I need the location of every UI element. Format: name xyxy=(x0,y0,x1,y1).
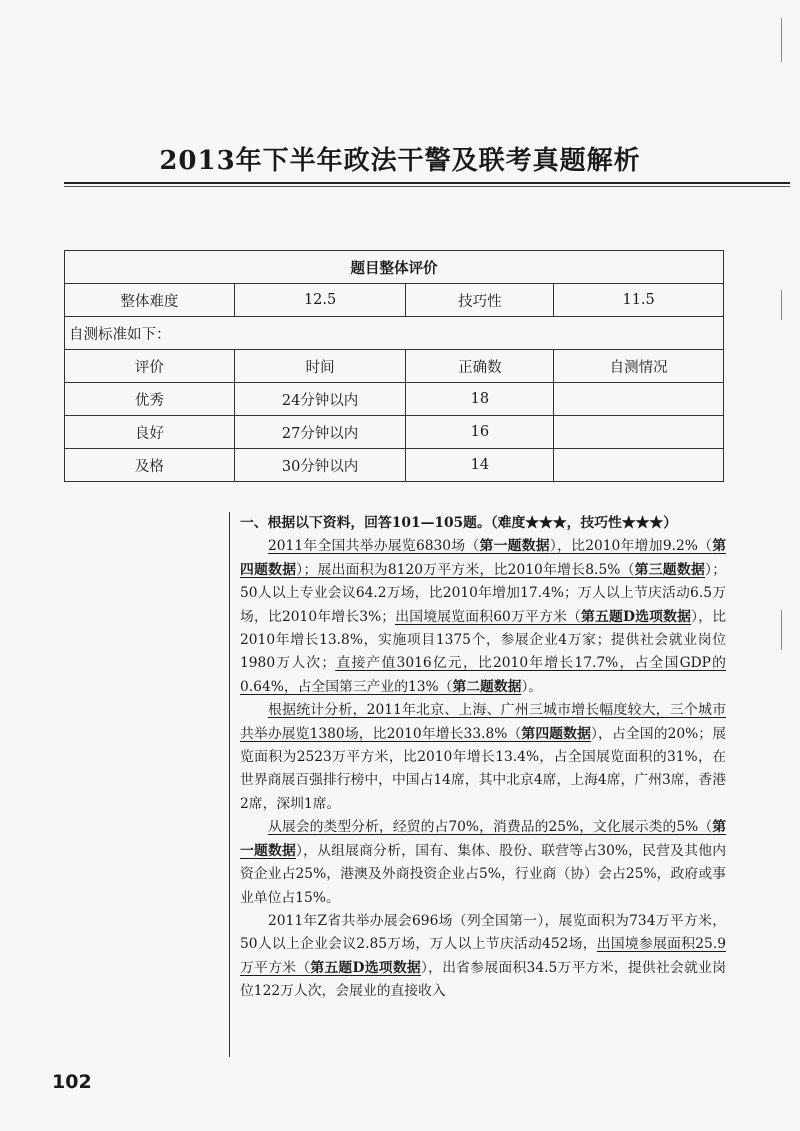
standard-note: 自测标准如下： xyxy=(65,317,724,350)
col-header-self: 自测情况 xyxy=(554,350,724,383)
table-row xyxy=(65,449,724,482)
text-span: 根据统计分析，2011年北京、上海、广州三城市增长幅度较大，三个城市共举办展览1380场，比2010年增长33.8%（ xyxy=(240,702,726,742)
text-span: ）；50人以上专业会议64.2万场，比2010年增加17.4%；万人以上节庆活动6.5万场，比2010年增长3%； xyxy=(240,561,726,625)
paragraph-3 xyxy=(240,816,726,910)
self-check-cell xyxy=(554,416,724,449)
difficulty-label: 整体难度 xyxy=(65,284,235,317)
title-rule-thin xyxy=(64,186,790,187)
scan-edge-mark xyxy=(781,610,782,650)
data-note: 第一题数据 xyxy=(240,819,726,859)
question-heading: 一、根据以下资料，回答101—105题。（难度★★★，技巧性★★★） xyxy=(240,515,678,531)
text-span: ）；展出面积为8120万平方米，比2010年增长8.5%（ xyxy=(296,561,635,578)
text-span: ），占全国的20%；展览面积为2523万平方米，比2010年增长13.4%，占全国展览面积的31%，在世界商展百强排行榜中，中国占14席，其中北京4席，上海4席，广州3席，香港2席，深圳1席。 xyxy=(240,725,726,812)
difficulty-value: 12.5 xyxy=(234,284,406,317)
time-cell: 27分钟以内 xyxy=(234,416,406,449)
text-span: 从展会的类型分析，经贸的占70%，消费品的25%，文化展示类的5%（ xyxy=(268,819,713,836)
text-span: 2011年Z省共举办展会696场（列全国第一），展览面积为734万平方米，50人以上企业会议2.85万场，万人以上节庆活动452场， xyxy=(240,912,726,953)
data-note: 第五题D选项数据 xyxy=(310,959,421,976)
scan-edge-mark xyxy=(781,18,782,62)
skill-label: 技巧性 xyxy=(406,284,554,317)
text-span: 2011年全国共举办展览6830场（ xyxy=(268,538,480,555)
time-cell: 24分钟以内 xyxy=(234,383,406,416)
text-span: 出国境展览面积60万平方米（ xyxy=(395,608,581,625)
page-title: 2013年下半年政法干警及联考真题解析 xyxy=(159,146,641,176)
table-row xyxy=(65,416,724,449)
correct-cell: 18 xyxy=(406,383,554,416)
grade-cell: 及格 xyxy=(65,449,235,482)
data-note: 第五题D选项数据 xyxy=(580,608,692,625)
correct-cell: 16 xyxy=(406,416,554,449)
data-note: 第四题数据 xyxy=(521,725,592,742)
article-body xyxy=(240,512,726,1004)
text-span: 直接产值3016亿元，比2010年增长17.7%，占全国GDP的0.64%，占全国第三产业的13%（ xyxy=(240,655,726,695)
text-span: ），比2010年增长13.8%，实施项目1375个，参展企业4万家；提供社会就业岗位1980万人次； xyxy=(240,608,727,672)
paragraph-2 xyxy=(240,699,726,816)
grade-cell: 优秀 xyxy=(65,383,235,416)
col-header-time: 时间 xyxy=(234,350,406,383)
margin-line xyxy=(229,512,230,1057)
table-row xyxy=(65,383,724,416)
text-span: 出国境参展面积25.9万平方米（ xyxy=(240,936,726,976)
skill-value: 11.5 xyxy=(554,284,724,317)
text-span: ），比2010年增加9.2%（ xyxy=(549,538,713,555)
correct-cell: 14 xyxy=(406,449,554,482)
data-note: 第一题数据 xyxy=(479,538,550,555)
text-span: ）。 xyxy=(521,678,543,695)
scan-edge-mark xyxy=(781,290,782,320)
col-header-grade: 评价 xyxy=(65,350,235,383)
col-header-correct: 正确数 xyxy=(406,350,554,383)
self-check-cell xyxy=(554,383,724,416)
text-span: ），出省参展面积34.5万平方米，提供社会就业岗位122万人次，会展业的直接收入 xyxy=(240,959,726,1000)
paragraph-1 xyxy=(240,535,726,699)
self-check-cell xyxy=(554,449,724,482)
page-number: 102 xyxy=(52,1071,92,1093)
title-rule xyxy=(64,182,790,184)
data-note: 第四题数据 xyxy=(240,538,727,578)
paragraph-4 xyxy=(240,910,726,1004)
text-span: ），从组展商分析，国有、集体、股份、联营等占30%，民营及其他内资企业占25%，港澳及外商投资企业占5%，行业商（协）会占25%，政府或事业单位占15%。 xyxy=(240,842,727,906)
evaluation-table xyxy=(64,250,724,482)
data-note: 第二题数据 xyxy=(452,678,522,695)
data-note: 第三题数据 xyxy=(634,561,706,578)
time-cell: 30分钟以内 xyxy=(234,449,406,482)
table-caption: 题目整体评价 xyxy=(65,251,724,284)
grade-cell: 良好 xyxy=(65,416,235,449)
